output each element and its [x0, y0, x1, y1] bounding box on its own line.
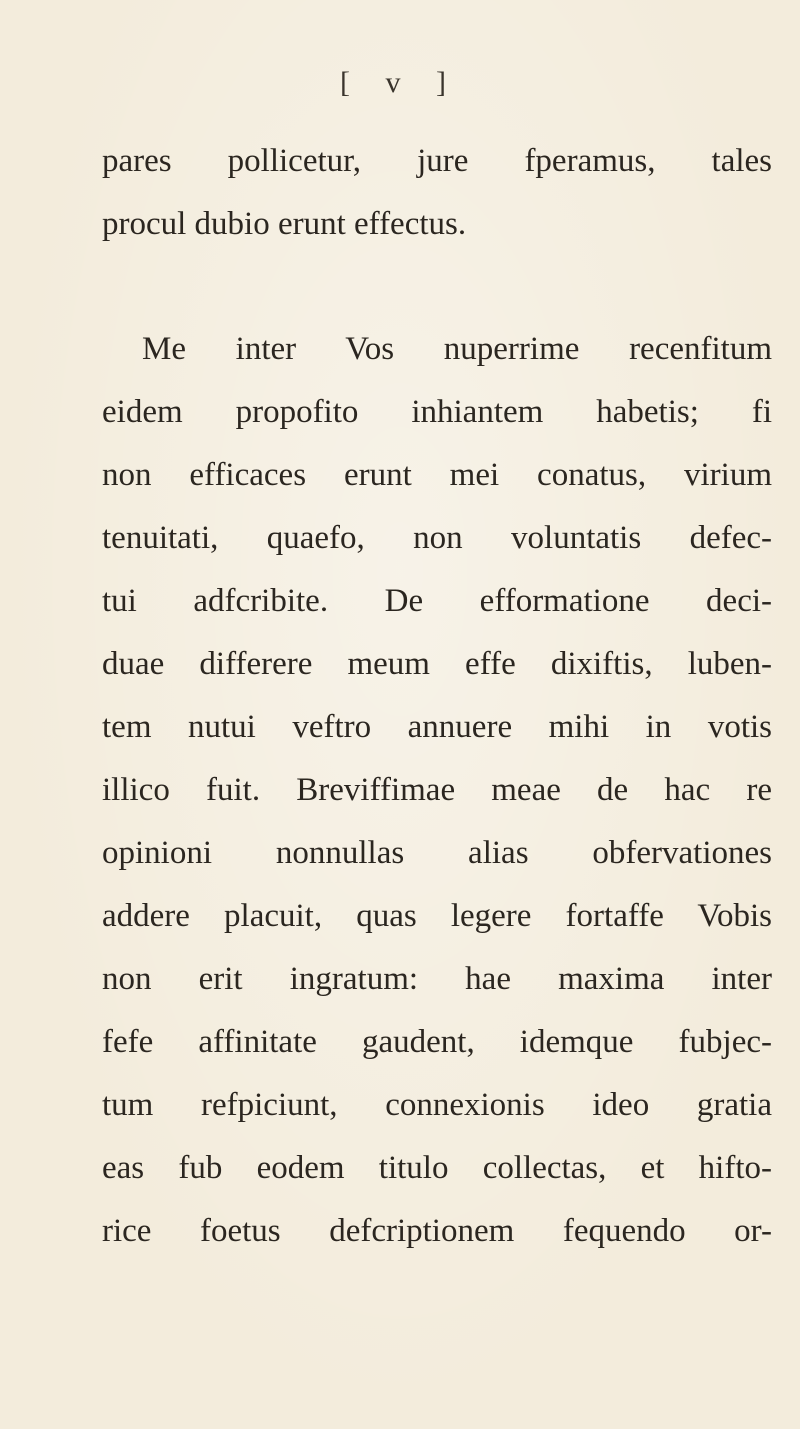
- text-line: eidem propofito inhiantem habetis; fi: [102, 394, 772, 430]
- text-line: pares pollicetur, jure fperamus, tales: [102, 143, 772, 179]
- text-line: tui adfcribite. De efformatione deci-: [102, 583, 772, 619]
- page-header-signature: [ v ]: [340, 66, 460, 99]
- text-line: duae differere meum effe dixiftis, luben-: [102, 646, 772, 682]
- text-line: eas fub eodem titulo collectas, et hifto-: [102, 1150, 772, 1186]
- text-line: non erit ingratum: hae maxima inter: [102, 961, 772, 997]
- text-line: non efficaces erunt mei conatus, virium: [102, 457, 772, 493]
- paragraph-gap: [102, 256, 772, 318]
- text-line: fefe affinitate gaudent, idemque fubjec-: [102, 1024, 772, 1060]
- text-line: tem nutui veftro annuere mihi in votis: [102, 709, 772, 745]
- text-line: tenuitati, quaefo, non voluntatis defec-: [102, 520, 772, 556]
- body-text: [102, 130, 772, 1263]
- text-line: opinioni nonnullas alias obfervationes: [102, 835, 772, 871]
- text-line: procul dubio erunt effectus.: [102, 206, 467, 242]
- text-line: rice foetus defcriptionem fequendo or-: [102, 1213, 772, 1249]
- text-line: Me inter Vos nuperrime recenfitum: [142, 331, 772, 367]
- text-line: illico fuit. Breviffimae meae de hac re: [102, 772, 772, 808]
- text-line: addere placuit, quas legere fortaffe Vobis: [102, 898, 772, 934]
- text-line: tum refpiciunt, connexionis ideo gratia: [102, 1087, 772, 1123]
